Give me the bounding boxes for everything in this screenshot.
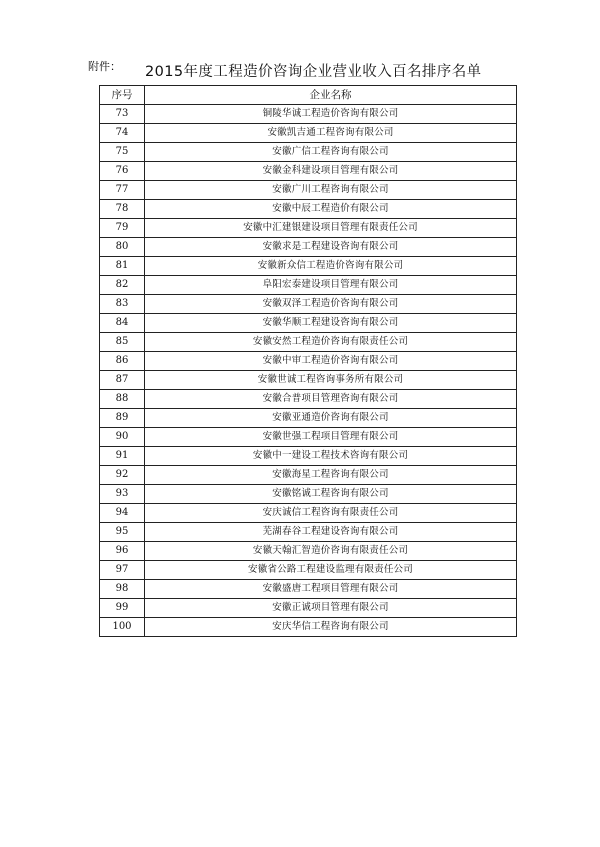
rank-cell: 74 xyxy=(100,124,145,143)
company-name-cell: 安徽中汇建银建设项目管理有限责任公司 xyxy=(145,219,517,238)
table-row xyxy=(100,409,517,428)
table-row xyxy=(100,314,517,333)
company-name-cell: 铜陵华诚工程造价咨询有限公司 xyxy=(145,105,517,124)
company-name-cell: 安徽安然工程造价咨询有限责任公司 xyxy=(145,333,517,352)
table-row xyxy=(100,485,517,504)
table-row xyxy=(100,428,517,447)
table-row xyxy=(100,371,517,390)
company-name-cell: 安徽金科建设项目管理有限公司 xyxy=(145,162,517,181)
company-name-cell: 安徽正诚项目管理有限公司 xyxy=(145,599,517,618)
ranking-table xyxy=(99,85,517,637)
table-row xyxy=(100,200,517,219)
rank-cell: 80 xyxy=(100,238,145,257)
company-name-cell: 安徽合普项目管理咨询有限公司 xyxy=(145,390,517,409)
table-body xyxy=(100,105,517,637)
column-header-company: 企业名称 xyxy=(145,86,517,105)
table-row xyxy=(100,143,517,162)
company-name-cell: 安徽中辰工程造价有限公司 xyxy=(145,200,517,219)
company-name-cell: 芜湖春谷工程建设咨询有限公司 xyxy=(145,523,517,542)
rank-cell: 94 xyxy=(100,504,145,523)
table-row xyxy=(100,181,517,200)
table-row xyxy=(100,523,517,542)
table-row xyxy=(100,124,517,143)
rank-cell: 82 xyxy=(100,276,145,295)
rank-cell: 92 xyxy=(100,466,145,485)
company-name-cell: 安徽盛唐工程项目管理有限公司 xyxy=(145,580,517,599)
company-name-cell: 安庆诚信工程咨询有限责任公司 xyxy=(145,504,517,523)
rank-cell: 77 xyxy=(100,181,145,200)
company-name-cell: 阜阳宏泰建设项目管理有限公司 xyxy=(145,276,517,295)
company-name-cell: 安徽双泽工程造价咨询有限公司 xyxy=(145,295,517,314)
rank-cell: 87 xyxy=(100,371,145,390)
rank-cell: 75 xyxy=(100,143,145,162)
company-name-cell: 安徽省公路工程建设监理有限责任公司 xyxy=(145,561,517,580)
company-name-cell: 安徽广信工程咨询有限公司 xyxy=(145,143,517,162)
column-header-rank: 序号 xyxy=(100,86,145,105)
company-name-cell: 安徽广川工程咨询有限公司 xyxy=(145,181,517,200)
rank-cell: 93 xyxy=(100,485,145,504)
company-name-cell: 安徽世强工程项目管理有限公司 xyxy=(145,428,517,447)
rank-cell: 73 xyxy=(100,105,145,124)
rank-cell: 96 xyxy=(100,542,145,561)
rank-cell: 89 xyxy=(100,409,145,428)
table-row xyxy=(100,542,517,561)
company-name-cell: 安徽新众信工程造价咨询有限公司 xyxy=(145,257,517,276)
table-row xyxy=(100,352,517,371)
page-title: 2015年度工程造价咨询企业营业收入百名排序名单 xyxy=(145,64,482,80)
rank-cell: 88 xyxy=(100,390,145,409)
table-row xyxy=(100,390,517,409)
table-row xyxy=(100,618,517,637)
rank-cell: 91 xyxy=(100,447,145,466)
table-row xyxy=(100,105,517,124)
rank-cell: 100 xyxy=(100,618,145,637)
company-name-cell: 安徽天翰汇智造价咨询有限责任公司 xyxy=(145,542,517,561)
table-row xyxy=(100,447,517,466)
table-row xyxy=(100,333,517,352)
table-row xyxy=(100,162,517,181)
table-row xyxy=(100,257,517,276)
rank-cell: 99 xyxy=(100,599,145,618)
rank-cell: 90 xyxy=(100,428,145,447)
table-row xyxy=(100,466,517,485)
header-row xyxy=(100,86,517,105)
table-row xyxy=(100,504,517,523)
rank-cell: 76 xyxy=(100,162,145,181)
company-name-cell: 安徽世诚工程咨询事务所有限公司 xyxy=(145,371,517,390)
table-header xyxy=(100,86,517,105)
company-name-cell: 安徽铭诚工程咨询有限公司 xyxy=(145,485,517,504)
rank-cell: 79 xyxy=(100,219,145,238)
rank-cell: 83 xyxy=(100,295,145,314)
rank-cell: 78 xyxy=(100,200,145,219)
table-row xyxy=(100,561,517,580)
company-name-cell: 安徽海星工程咨询有限公司 xyxy=(145,466,517,485)
rank-cell: 86 xyxy=(100,352,145,371)
table-row xyxy=(100,219,517,238)
table-row xyxy=(100,238,517,257)
company-name-cell: 安徽华顺工程建设咨询有限公司 xyxy=(145,314,517,333)
rank-cell: 85 xyxy=(100,333,145,352)
rank-cell: 97 xyxy=(100,561,145,580)
company-name-cell: 安徽亚通造价咨询有限公司 xyxy=(145,409,517,428)
rank-cell: 81 xyxy=(100,257,145,276)
rank-cell: 98 xyxy=(100,580,145,599)
company-name-cell: 安徽中审工程造价咨询有限公司 xyxy=(145,352,517,371)
table-row xyxy=(100,580,517,599)
rank-cell: 84 xyxy=(100,314,145,333)
attachment-label: 附件： xyxy=(88,60,121,73)
company-name-cell: 安徽凯吉通工程咨询有限公司 xyxy=(145,124,517,143)
table-row xyxy=(100,599,517,618)
company-name-cell: 安徽求是工程建设咨询有限公司 xyxy=(145,238,517,257)
company-name-cell: 安庆华信工程咨询有限公司 xyxy=(145,618,517,637)
table-row xyxy=(100,276,517,295)
company-name-cell: 安徽中一建设工程技术咨询有限公司 xyxy=(145,447,517,466)
table-row xyxy=(100,295,517,314)
rank-cell: 95 xyxy=(100,523,145,542)
